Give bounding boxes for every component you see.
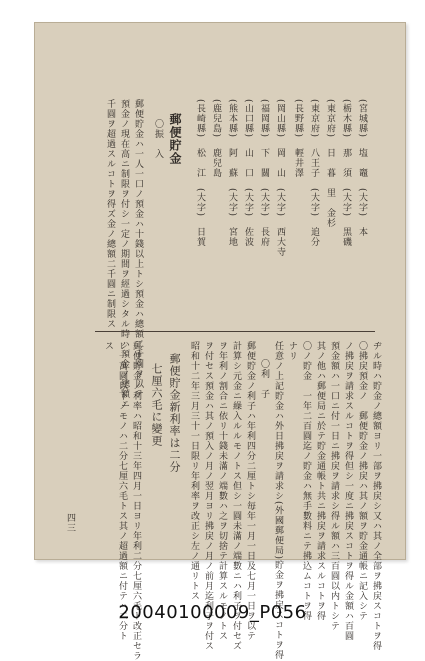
- place-column: (熊本縣) 阿 蘇 (大字) 宮地: [227, 99, 237, 248]
- body-subheading: 〇利 子: [259, 359, 269, 399]
- place-column: (山口縣) 山 口 (大字) 佐波: [243, 99, 253, 248]
- section-divider: [95, 331, 375, 332]
- body-column: 預金額ハ一口ニ付一日ニ拂戻ヲ請求シ得ル額ハ三百圓以内トシテ: [329, 341, 339, 631]
- place-column: (東京府) 日 暮 里 金杉: [325, 99, 335, 229]
- page-number: 四三: [65, 513, 75, 533]
- place-column: (宮城縣) 塩 竈 (大字) 本: [357, 99, 367, 238]
- body-column: 預金ノ現在高ニ制限ヲ付シ一定ノ期間ヲ經過シタル時ハ預金ノ總額ニ: [119, 99, 129, 409]
- body-column: レ一萬圓以下ノモノハ二分七厘六毛トス其ノ超過額ニ付テハ二分ト: [117, 341, 127, 641]
- body-column: ナリ: [287, 341, 297, 361]
- body-column: ヲ年利ノ割合ニ依リ十錢未滿ノ端數ハ之ヲ切捨テ計算スルモノトス: [217, 341, 227, 641]
- place-column: (福岡縣) 下 關 (大字) 長府: [259, 99, 269, 248]
- place-column: (栃木縣) 那 須 (大字) 黒磯: [341, 99, 351, 248]
- body-column: 計算シ元金ニ繰入ルルモノトス但シ一圓未滿ノ端數ニハ利子ヲ付セズ: [231, 341, 241, 651]
- body-column: ヲ付セス預金ハ其ノ預入ノ月ノ翌月ヨリ拂戻ノ月ノ前月迄利子ヲ付ス: [203, 341, 213, 651]
- body-column: 其ノ他ハ郵便局ニ於テ貯金通帳ト共ニ拂戻ヲ請求スルコトヲ得: [315, 341, 325, 621]
- body-column: 郵便貯金ノ利率ハ昭和十三年四月一日ヨリ年利二分七厘六毛ト改正セラ: [131, 341, 141, 661]
- body-column: 昭和十二年三月三十一日限リ年利率ヲ改正シ左ノ通リトス: [189, 341, 199, 601]
- body-column: 〇拂戻預金ノ 郵便貯金ノ拂戻ハ其ノ額ヲ貯金通帳ニ記入シテ: [357, 341, 367, 621]
- body-column: 〇ノ貯金 一年二百圓迄ノ貯金ハ無手數料ニテ拂込ムコトヲ得: [301, 341, 311, 621]
- body-column: ヂル時ハ貯金ノ總額ヨリ一部ヲ拂戻シ又ハ其ノ全部ヲ拂戻スコトヲ得: [371, 341, 381, 651]
- notice-title: 郵便貯金新利率は二分: [168, 353, 181, 473]
- section-heading: 郵便貯金: [168, 113, 182, 165]
- place-column: (長崎縣) 松 江 (大字) 日賀: [195, 99, 205, 248]
- body-column: ノ拂戻ヲ請求スルコトヲ得但シ一度ニ拂戻スコトヲ得ル金額ハ百圓: [343, 341, 353, 641]
- body-column: 千圓ヲ超過スルコトヲ得ズ金ノ總額二千圓ニ制限ス: [105, 99, 115, 329]
- place-column: (東京府) 八王子 (大字) 追分: [309, 99, 319, 248]
- image-caption: 20040100009_P056: [118, 602, 307, 623]
- place-column: (長野縣) 輕井澤: [293, 99, 303, 179]
- place-column: (鹿兒島) 鹿兒島: [211, 99, 221, 179]
- body-column: ス: [103, 341, 113, 351]
- place-column: (岡山縣) 岡 山 (大字) 西大寺: [275, 99, 285, 258]
- body-column: 郵便貯金ノ利子ハ年利四分二厘トシ毎年一月一日及七月一日ヲ以テ: [245, 341, 255, 641]
- section-subheading: 〇振 入: [153, 119, 163, 159]
- notice-subtitle: 七厘六毛に變更: [150, 363, 163, 447]
- body-column: 任意ノ上記貯金ハ外日拂戻ヲ請求シ(外國郵便局)貯金ヲ拂戻スコトヲ得: [273, 341, 283, 661]
- body-column: 郵便貯金ハ一人一口ノ預金ハ十錢以上トシ預金ハ總額二千圓ヲ以テ: [133, 99, 143, 399]
